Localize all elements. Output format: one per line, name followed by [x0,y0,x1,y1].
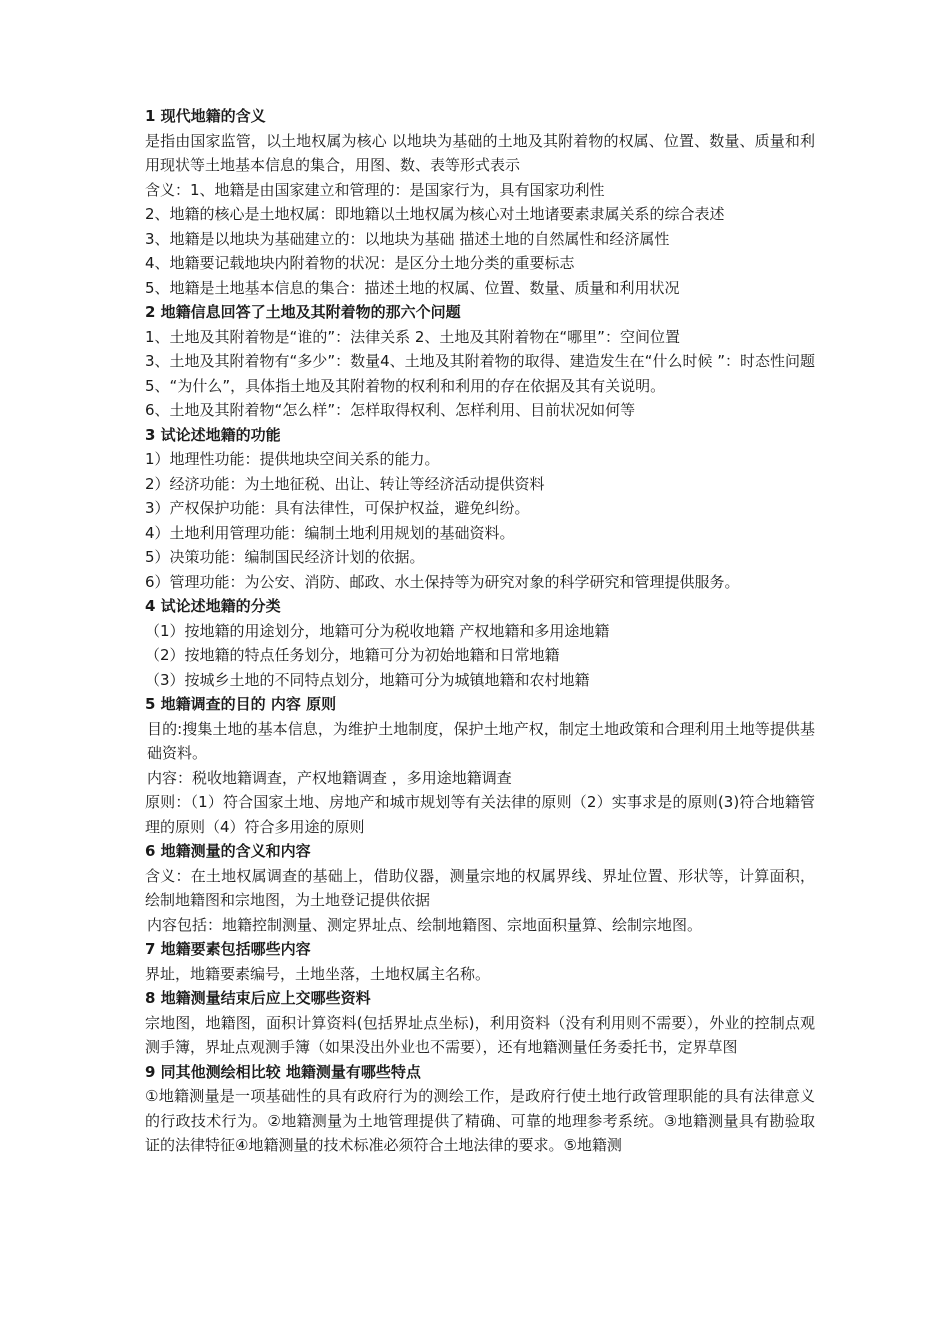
section-heading: 3 试论述地籍的功能 [145,425,281,444]
section-6 [145,839,815,937]
paragraph: 内容包括：地籍控制测量、测定界址点、绘制地籍图、宗地面积量算、绘制宗地图。 [147,915,703,934]
paragraph: 宗地图，地籍图，面积计算资料(包括界址点坐标)，利用资料（没有利用则不需要），外业的控制点观测手簿，界址点观测手簿（如果没出外业也不需要），还有地籍测量任务委托书，定界草图 [145,1013,815,1056]
paragraph: 内容：税收地籍调查，产权地籍调查 ，多用途地籍调查 [147,768,512,787]
section-8 [145,986,815,1060]
section-heading: 2 地籍信息回答了土地及其附着物的那六个问题 [145,303,461,321]
paragraph: 3）产权保护功能：具有法律性，可保护权益，避免纠纷。 [145,499,530,517]
section-7 [145,937,815,986]
paragraph: 含义：1、地籍是由国家建立和管理的：是国家行为，具有国家功利性 [145,180,605,199]
paragraph: 原则：（1）符合国家土地、房地产和城市规划等有关法律的原则（2）实事求是的原则(3)符合地籍管理的原则（4）符合多用途的原则 [145,793,815,836]
paragraph: 6）管理功能：为公安、消防、邮政、水土保持等为研究对象的科学研究和管理提供服务。 [145,572,740,591]
paragraph: 含义：在土地权属调查的基础上，借助仪器，测量宗地的权属界线、界址位置、形状等，计算面积，绘制地籍图和宗地图，为土地登记提供依据 [145,866,815,909]
section-2 [145,300,815,423]
paragraph: 界址，地籍要素编号，土地坐落，土地权属主名称。 [145,964,491,983]
section-heading: 5 地籍调查的目的 内容 原则 [145,695,337,713]
paragraph: ①地籍测量是一项基础性的具有政府行为的测绘工作，是政府行使土地行政管理职能的具有法律意义的行政技术行为。②地籍测量为土地管理提供了精确、可靠的地理参考系统。③地籍测量具有勘验取证的法律特征④地籍测量的技术标准必须符合土地法律的要求。⑤地籍测 [145,1087,815,1154]
paragraph: 2）经济功能：为土地征税、出让、转让等经济活动提供资料 [145,474,545,493]
paragraph: 目的:搜集土地的基本信息，为维护土地制度，保护土地产权，制定土地政策和合理利用土地等提供基础资料。 [147,719,815,762]
paragraph: 4）土地利用管理功能：编制土地利用规划的基础资料。 [145,523,515,542]
paragraph: 4、地籍要记载地块内附着物的状况：是区分土地分类的重要标志 [145,254,575,272]
paragraph: 2、地籍的核心是土地权属：即地籍以土地权属为核心对土地诸要素隶属关系的综合表述 [145,205,725,223]
paragraph: （2）按地籍的特点任务划分，地籍可分为初始地籍和日常地籍 [145,646,560,664]
section-heading: 7 地籍要素包括哪些内容 [145,940,311,958]
section-heading: 9 同其他测绘相比较 地籍测量有哪些特点 [145,1062,421,1081]
section-5 [145,692,815,839]
paragraph: 6、土地及其附着物“怎么样”：怎样取得权利、怎样利用、目前状况如何等 [145,401,636,419]
section-heading: 6 地籍测量的含义和内容 [145,842,311,860]
section-9 [145,1060,815,1158]
paragraph: （3）按城乡土地的不同特点划分，地籍可分为城镇地籍和农村地籍 [145,670,590,689]
section-heading: 4 试论述地籍的分类 [145,597,281,615]
paragraph: 3、地籍是以地块为基础建立的：以地块为基础 描述土地的自然属性和经济属性 [145,229,670,248]
paragraph: 5）决策功能：编制国民经济计划的依据。 [145,548,425,566]
section-heading: 8 地籍测量结束后应上交哪些资料 [145,989,371,1007]
section-heading: 1 现代地籍的含义 [145,107,266,125]
paragraph: 1）地理性功能：提供地块空间关系的能力。 [145,450,440,468]
paragraph: （1）按地籍的用途划分，地籍可分为税收地籍 产权地籍和多用途地籍 [145,621,610,640]
paragraph: 3、土地及其附着物有“多少”：数量4、土地及其附着物的取得、建造发生在“什么时候 ”：时态性问题 5、“为什么”，具体指土地及其附着物的权利和利用的存在依据及其有关说明。 [145,352,815,395]
section-1 [145,104,815,300]
section-4 [145,594,815,692]
paragraph: 1、土地及其附着物是“谁的”：法律关系 2、土地及其附着物在“哪里”：空间位置 [145,327,680,346]
document-page [145,104,815,1158]
paragraph: 是指由国家监管，以土地权属为核心 以地块为基础的土地及其附着物的权属、位置、数量、质量和利用现状等土地基本信息的集合，用图、数、表等形式表示 [145,131,815,174]
paragraph: 5、地籍是土地基本信息的集合：描述土地的权属、位置、数量、质量和利用状况 [145,278,680,297]
section-3 [145,423,815,595]
